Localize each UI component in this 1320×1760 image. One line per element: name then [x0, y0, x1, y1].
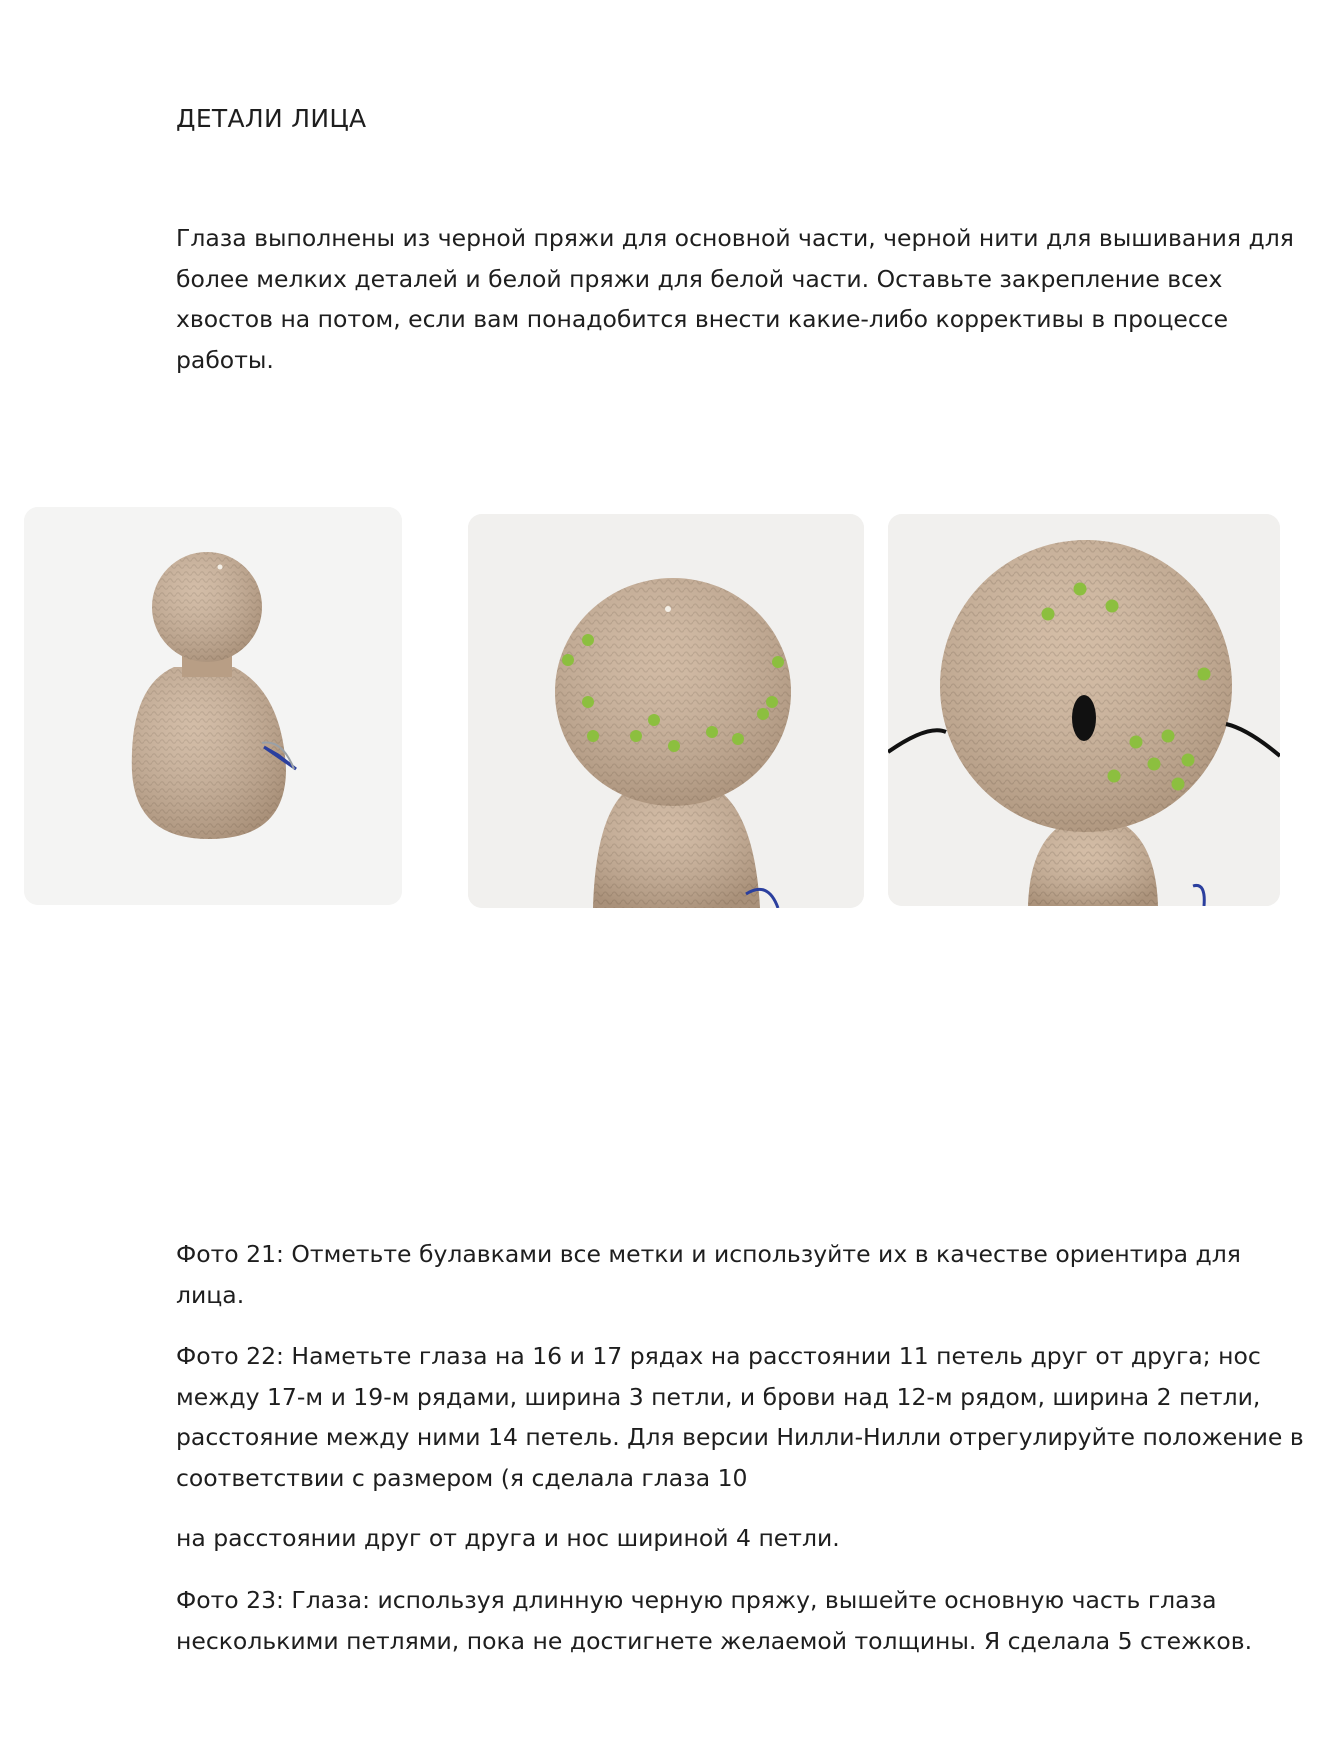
photo-22-instructions: Фото 22: Наметьте глаза на 16 и 17 рядах на расстоянии 11 петель друг от друга; нос между 17-м и 19-м рядами, ширина 3 петли, и брови над 12-м рядом, ширина 2 петли, расстояние между ними 14 петель. Для версии Нилли-Нилли отрегулируйте положение в соответствии с размером (я сделала глаза 10 [176, 1342, 1304, 1492]
photo-23-instructions: Фото 23: Глаза: используя длинную черную пряжу, вышейте основную часть глаза несколькими петлями, пока не достигнете желаемой толщины. Я сделала 5 стежков. [176, 1586, 1253, 1655]
photo-22-instructions-continued: на расстоянии друг от друга и нос шириной 4 петли. [176, 1524, 840, 1552]
photo-head-pins [468, 514, 864, 908]
photo-21-instructions: Фото 21: Отметьте булавками все метки и используйте их в качестве ориентира для лица. [176, 1240, 1241, 1309]
photo-doll-body [24, 507, 402, 905]
intro-paragraph: Глаза выполнены из черной пряжи для основной части, черной нити для вышивания для более мелких деталей и белой пряжи для белой части. Оставьте закрепление всех хвостов на потом, если вам понадобится внести какие-либо коррективы в процессе работы. [176, 224, 1294, 374]
page-title: ДЕТАЛИ ЛИЦА [176, 104, 367, 133]
photo-head-eye [888, 514, 1280, 906]
